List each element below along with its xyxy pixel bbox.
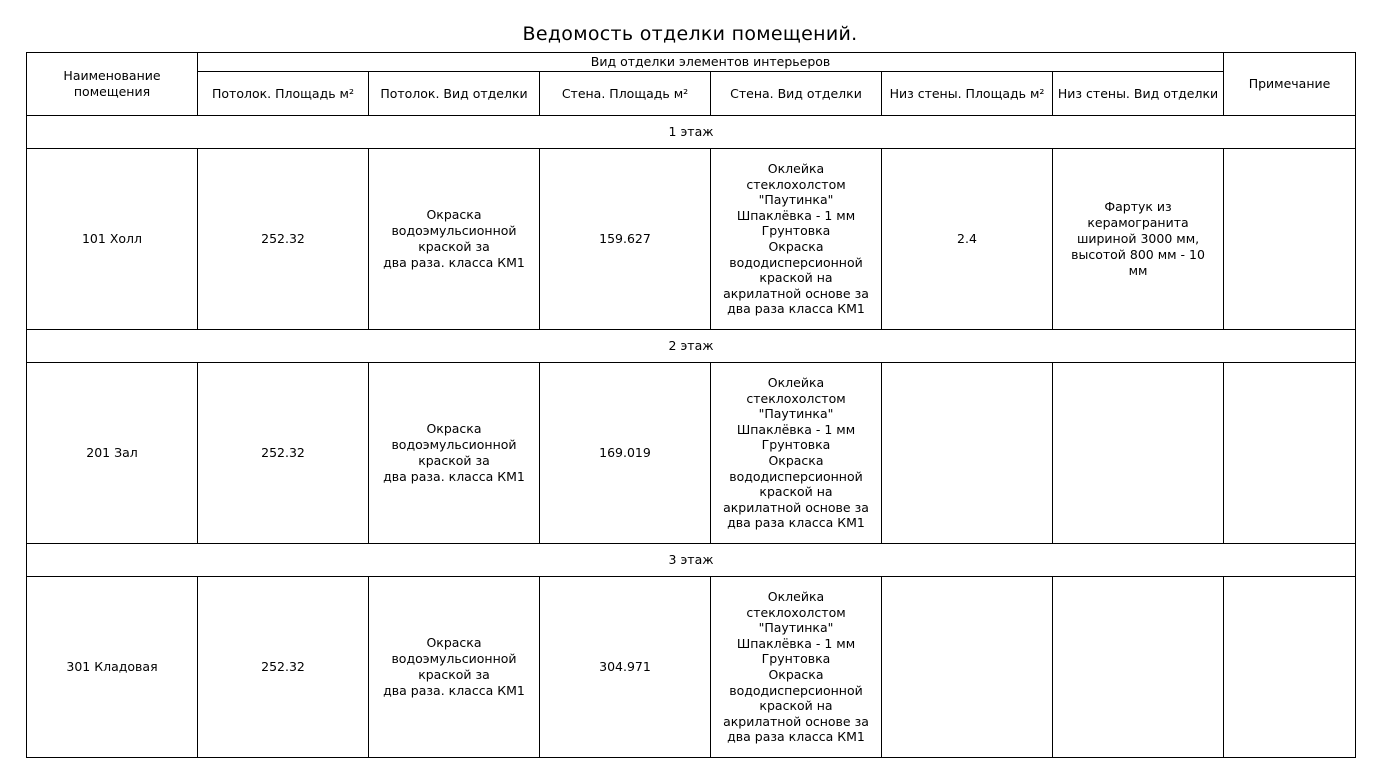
- table-row: [27, 149, 1356, 330]
- room-name-cell: 101 Холл: [27, 149, 198, 330]
- lower-wall-finish-cell: Фартук из керамогранита шириной 3000 мм, высотой 800 мм - 10 мм: [1053, 149, 1224, 330]
- wall-area-cell: 169.019: [540, 363, 711, 544]
- floor-row: [27, 330, 1356, 363]
- table-row: [27, 577, 1356, 758]
- lower-wall-finish-cell: [1053, 363, 1224, 544]
- floor-label: 3 этаж: [27, 544, 1356, 577]
- header-row-bottom: [27, 72, 1356, 116]
- header-wall-finish: Стена. Вид отделки: [711, 72, 882, 116]
- ceiling-area-cell: 252.32: [198, 577, 369, 758]
- note-cell: [1224, 149, 1356, 330]
- header-ceiling-area: Потолок. Площадь м²: [198, 72, 369, 116]
- table-row: [27, 363, 1356, 544]
- ceiling-finish-cell: Окраска водоэмульсионной краской за два раза. класса КМ1: [369, 363, 540, 544]
- floor-row: [27, 544, 1356, 577]
- wall-finish-cell: Оклейка стеклохолстом "Паутинка" Шпаклёвка - 1 мм Грунтовка Окраска вододисперсионной краской на акрилатной основе за два раза класса КМ1: [711, 149, 882, 330]
- lower-wall-area-cell: 2.4: [882, 149, 1053, 330]
- floor-label: 1 этаж: [27, 116, 1356, 149]
- header-note: Примечание: [1224, 53, 1356, 116]
- header-lower-wall-finish: Низ стены. Вид отделки: [1053, 72, 1224, 116]
- note-cell: [1224, 577, 1356, 758]
- ceiling-finish-cell: Окраска водоэмульсионной краской за два раза. класса КМ1: [369, 577, 540, 758]
- header-row-top: [27, 53, 1356, 72]
- wall-area-cell: 159.627: [540, 149, 711, 330]
- ceiling-finish-cell: Окраска водоэмульсионной краской за два раза. класса КМ1: [369, 149, 540, 330]
- finishing-schedule-table: [26, 52, 1356, 758]
- header-finish-group: Вид отделки элементов интерьеров: [198, 53, 1224, 72]
- wall-area-cell: 304.971: [540, 577, 711, 758]
- lower-wall-area-cell: [882, 577, 1053, 758]
- room-name-cell: 201 Зал: [27, 363, 198, 544]
- header-lower-wall-area: Низ стены. Площадь м²: [882, 72, 1053, 116]
- header-wall-area: Стена. Площадь м²: [540, 72, 711, 116]
- header-ceiling-finish: Потолок. Вид отделки: [369, 72, 540, 116]
- wall-finish-cell: Оклейка стеклохолстом "Паутинка" Шпаклёвка - 1 мм Грунтовка Окраска вододисперсионной краской на акрилатной основе за два раза класса КМ1: [711, 577, 882, 758]
- room-name-cell: 301 Кладовая: [27, 577, 198, 758]
- note-cell: [1224, 363, 1356, 544]
- document-title: Ведомость отделки помещений.: [522, 23, 858, 45]
- ceiling-area-cell: 252.32: [198, 149, 369, 330]
- header-room-name: Наименование помещения: [27, 53, 198, 116]
- lower-wall-finish-cell: [1053, 577, 1224, 758]
- lower-wall-area-cell: [882, 363, 1053, 544]
- wall-finish-cell: Оклейка стеклохолстом "Паутинка" Шпаклёвка - 1 мм Грунтовка Окраска вододисперсионной краской на акрилатной основе за два раза класса КМ1: [711, 363, 882, 544]
- floor-label: 2 этаж: [27, 330, 1356, 363]
- ceiling-area-cell: 252.32: [198, 363, 369, 544]
- floor-row: [27, 116, 1356, 149]
